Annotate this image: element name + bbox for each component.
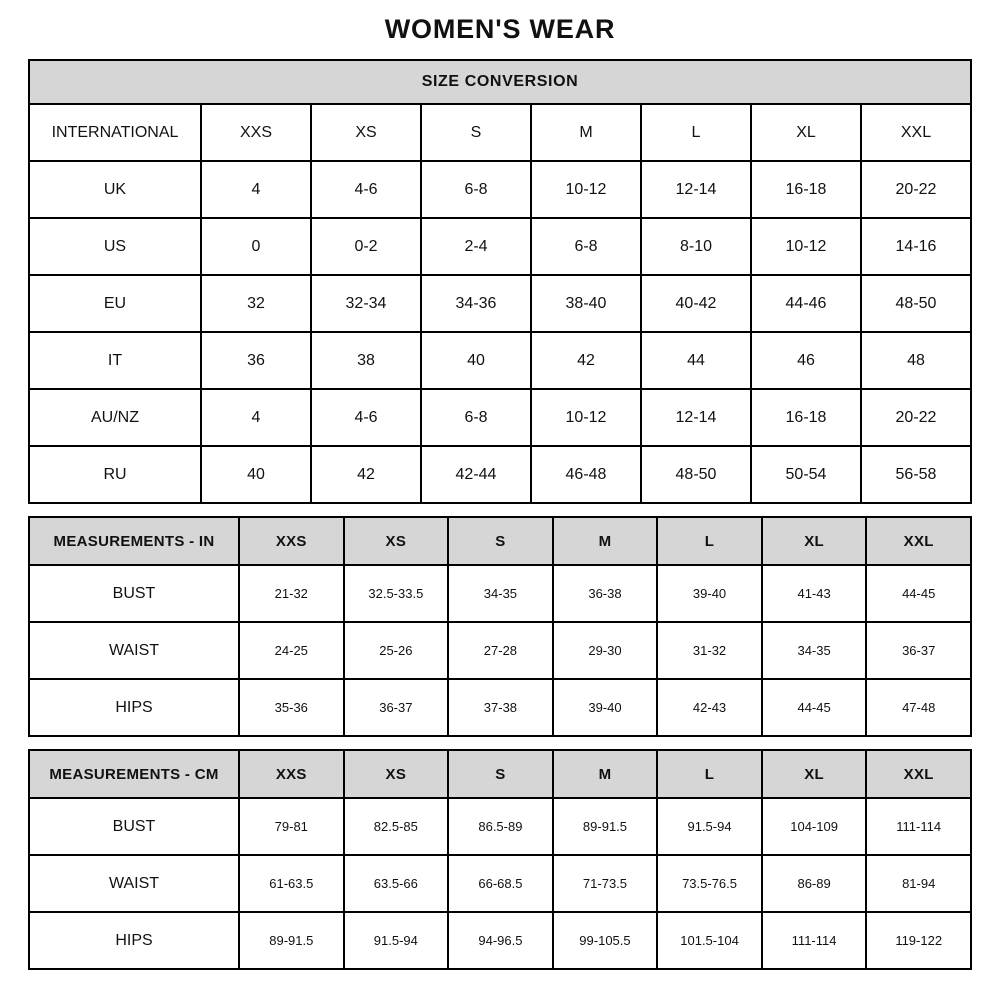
- value-cell: 34-35: [448, 565, 553, 622]
- value-cell: 39-40: [657, 565, 762, 622]
- value-cell: 36-37: [344, 679, 449, 736]
- column-header-cell: L: [641, 104, 751, 161]
- value-cell: 12-14: [641, 389, 751, 446]
- value-cell: 44-46: [751, 275, 861, 332]
- value-cell: 0-2: [311, 218, 421, 275]
- table-row: [29, 912, 971, 969]
- value-cell: 81-94: [866, 855, 971, 912]
- column-header-cell: XS: [311, 104, 421, 161]
- value-cell: 86.5-89: [448, 798, 553, 855]
- value-cell: 91.5-94: [657, 798, 762, 855]
- value-cell: 48-50: [641, 446, 751, 503]
- value-cell: 86-89: [762, 855, 867, 912]
- value-cell: 10-12: [531, 161, 641, 218]
- value-cell: 36-37: [866, 622, 971, 679]
- value-cell: 71-73.5: [553, 855, 658, 912]
- table-row: [29, 798, 971, 855]
- value-cell: 89-91.5: [239, 912, 344, 969]
- value-cell: 82.5-85: [344, 798, 449, 855]
- value-cell: 104-109: [762, 798, 867, 855]
- value-cell: 89-91.5: [553, 798, 658, 855]
- value-cell: 12-14: [641, 161, 751, 218]
- table-row: [29, 332, 971, 389]
- value-cell: 48: [861, 332, 971, 389]
- value-cell: 25-26: [344, 622, 449, 679]
- value-cell: 42-43: [657, 679, 762, 736]
- value-cell: 40: [201, 446, 311, 503]
- value-cell: 40: [421, 332, 531, 389]
- size-header-cell: S: [448, 750, 553, 798]
- value-cell: 0: [201, 218, 311, 275]
- measurements-cm-header-row: [29, 750, 971, 798]
- measurements-in-title: MEASUREMENTS - IN: [29, 517, 239, 565]
- value-cell: 32: [201, 275, 311, 332]
- value-cell: 56-58: [861, 446, 971, 503]
- value-cell: 29-30: [553, 622, 658, 679]
- value-cell: 48-50: [861, 275, 971, 332]
- row-label: AU/NZ: [29, 389, 201, 446]
- size-header-cell: XS: [344, 750, 449, 798]
- size-conversion-table: [28, 59, 972, 504]
- value-cell: 10-12: [751, 218, 861, 275]
- value-cell: 8-10: [641, 218, 751, 275]
- row-label: BUST: [29, 565, 239, 622]
- value-cell: 6-8: [421, 389, 531, 446]
- table-row: [29, 855, 971, 912]
- value-cell: 4: [201, 161, 311, 218]
- size-header-cell: S: [448, 517, 553, 565]
- value-cell: 16-18: [751, 161, 861, 218]
- value-cell: 61-63.5: [239, 855, 344, 912]
- value-cell: 27-28: [448, 622, 553, 679]
- value-cell: 42-44: [421, 446, 531, 503]
- value-cell: 63.5-66: [344, 855, 449, 912]
- size-conversion-columns-row: [29, 104, 971, 161]
- value-cell: 41-43: [762, 565, 867, 622]
- row-label: BUST: [29, 798, 239, 855]
- column-header-cell: INTERNATIONAL: [29, 104, 201, 161]
- column-header-cell: XXS: [201, 104, 311, 161]
- value-cell: 4: [201, 389, 311, 446]
- value-cell: 46-48: [531, 446, 641, 503]
- value-cell: 40-42: [641, 275, 751, 332]
- value-cell: 42: [311, 446, 421, 503]
- value-cell: 14-16: [861, 218, 971, 275]
- column-header-cell: XL: [751, 104, 861, 161]
- value-cell: 44-45: [866, 565, 971, 622]
- size-header-cell: XXS: [239, 750, 344, 798]
- value-cell: 94-96.5: [448, 912, 553, 969]
- value-cell: 20-22: [861, 161, 971, 218]
- measurements-in-header-row: [29, 517, 971, 565]
- value-cell: 16-18: [751, 389, 861, 446]
- page-title: WOMEN'S WEAR: [384, 14, 616, 44]
- value-cell: 101.5-104: [657, 912, 762, 969]
- measurements-cm-body: [29, 798, 971, 969]
- size-conversion-title: SIZE CONVERSION: [29, 60, 971, 104]
- value-cell: 34-35: [762, 622, 867, 679]
- value-cell: 32.5-33.5: [344, 565, 449, 622]
- table-row: [29, 565, 971, 622]
- value-cell: 38-40: [531, 275, 641, 332]
- value-cell: 47-48: [866, 679, 971, 736]
- size-header-cell: M: [553, 750, 658, 798]
- size-conversion-banner-row: [29, 60, 971, 104]
- value-cell: 79-81: [239, 798, 344, 855]
- value-cell: 21-32: [239, 565, 344, 622]
- value-cell: 37-38: [448, 679, 553, 736]
- row-label: IT: [29, 332, 201, 389]
- measurements-in-body: [29, 565, 971, 736]
- value-cell: 6-8: [421, 161, 531, 218]
- value-cell: 36: [201, 332, 311, 389]
- value-cell: 4-6: [311, 389, 421, 446]
- table-row: [29, 218, 971, 275]
- value-cell: 73.5-76.5: [657, 855, 762, 912]
- row-label: UK: [29, 161, 201, 218]
- value-cell: 111-114: [762, 912, 867, 969]
- value-cell: 66-68.5: [448, 855, 553, 912]
- row-label: WAIST: [29, 855, 239, 912]
- column-header-cell: M: [531, 104, 641, 161]
- measurements-cm-title: MEASUREMENTS - CM: [29, 750, 239, 798]
- row-label: EU: [29, 275, 201, 332]
- row-label: HIPS: [29, 679, 239, 736]
- size-conversion-body: [29, 161, 971, 503]
- size-header-cell: XL: [762, 517, 867, 565]
- size-header-cell: XXL: [866, 750, 971, 798]
- table-row: [29, 275, 971, 332]
- value-cell: 4-6: [311, 161, 421, 218]
- value-cell: 42: [531, 332, 641, 389]
- table-row: [29, 446, 971, 503]
- value-cell: 31-32: [657, 622, 762, 679]
- table-row: [29, 679, 971, 736]
- size-header-cell: L: [657, 750, 762, 798]
- table-row: [29, 622, 971, 679]
- value-cell: 44: [641, 332, 751, 389]
- table-row: [29, 161, 971, 218]
- value-cell: 32-34: [311, 275, 421, 332]
- value-cell: 2-4: [421, 218, 531, 275]
- value-cell: 39-40: [553, 679, 658, 736]
- size-header-cell: L: [657, 517, 762, 565]
- value-cell: 35-36: [239, 679, 344, 736]
- size-header-cell: XS: [344, 517, 449, 565]
- value-cell: 34-36: [421, 275, 531, 332]
- row-label: WAIST: [29, 622, 239, 679]
- value-cell: 111-114: [866, 798, 971, 855]
- size-header-cell: M: [553, 517, 658, 565]
- value-cell: 38: [311, 332, 421, 389]
- column-header-cell: XXL: [861, 104, 971, 161]
- value-cell: 46: [751, 332, 861, 389]
- value-cell: 24-25: [239, 622, 344, 679]
- size-header-cell: XL: [762, 750, 867, 798]
- value-cell: 6-8: [531, 218, 641, 275]
- size-header-cell: XXL: [866, 517, 971, 565]
- value-cell: 44-45: [762, 679, 867, 736]
- table-row: [29, 389, 971, 446]
- column-header-cell: S: [421, 104, 531, 161]
- value-cell: 119-122: [866, 912, 971, 969]
- value-cell: 50-54: [751, 446, 861, 503]
- size-header-cell: XXS: [239, 517, 344, 565]
- row-label: US: [29, 218, 201, 275]
- value-cell: 99-105.5: [553, 912, 658, 969]
- row-label: RU: [29, 446, 201, 503]
- value-cell: 91.5-94: [344, 912, 449, 969]
- measurements-in-table: [28, 516, 972, 737]
- measurements-cm-table: [28, 749, 972, 970]
- value-cell: 20-22: [861, 389, 971, 446]
- value-cell: 36-38: [553, 565, 658, 622]
- row-label: HIPS: [29, 912, 239, 969]
- value-cell: 10-12: [531, 389, 641, 446]
